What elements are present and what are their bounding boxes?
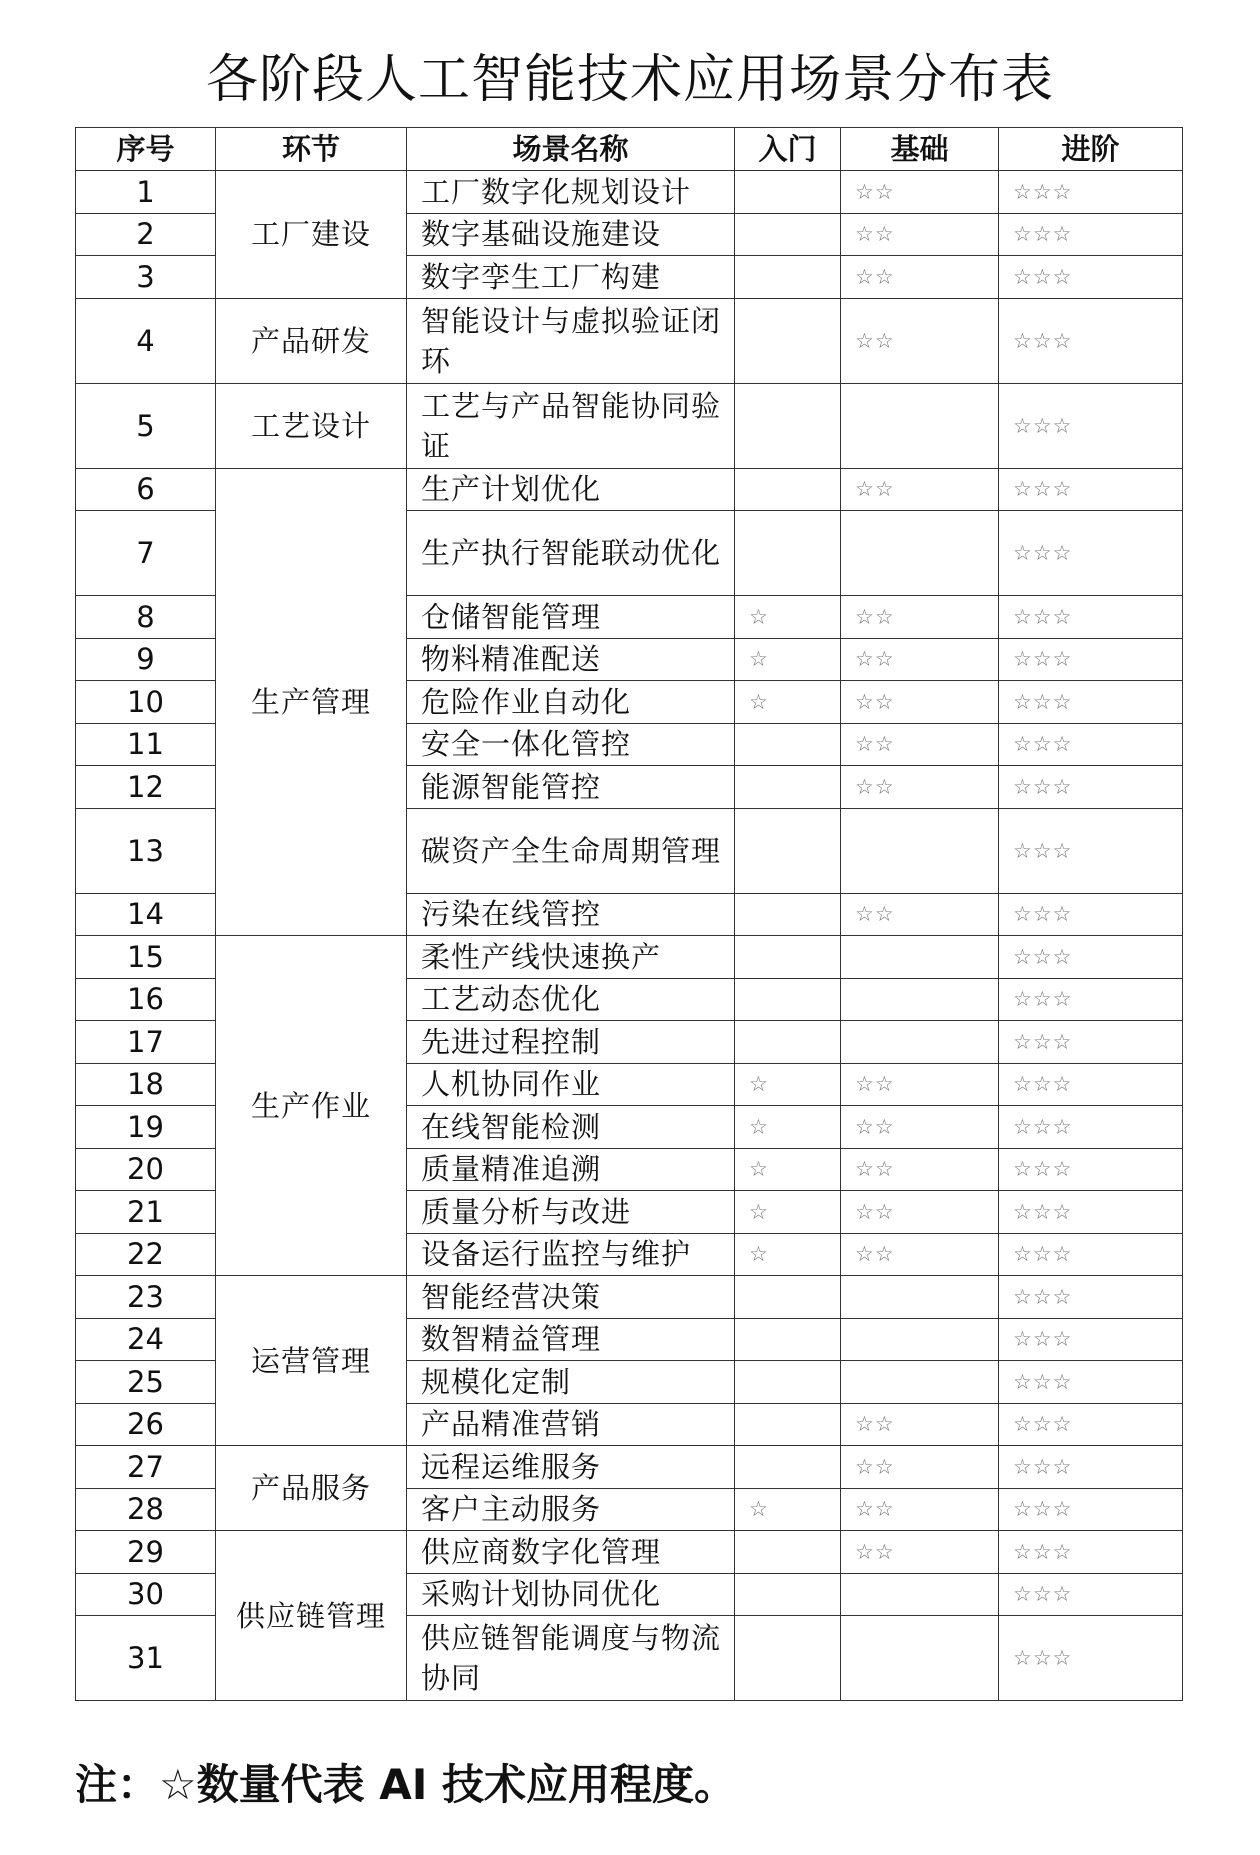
entry-stars-cell [735, 1021, 841, 1064]
row-index-cell: 18 [76, 1063, 216, 1106]
scene-name-cell: 数字孪生工厂构建 [407, 256, 735, 299]
table-header-row [76, 128, 1183, 171]
advanced-stars-cell: ☆☆☆ [999, 1488, 1183, 1531]
scene-name-cell: 仓储智能管理 [407, 596, 735, 639]
basic-stars-cell [841, 1361, 999, 1404]
header-entry: 入门 [735, 128, 841, 171]
advanced-stars-cell: ☆☆☆ [999, 638, 1183, 681]
row-index-cell: 24 [76, 1318, 216, 1361]
scene-name-cell: 采购计划协同优化 [407, 1573, 735, 1616]
page-title: 各阶段人工智能技术应用场景分布表 [205, 50, 1054, 110]
scene-name-cell: 客户主动服务 [407, 1488, 735, 1531]
entry-stars-cell [735, 1616, 841, 1701]
stage-cell: 工艺设计 [216, 383, 407, 468]
stage-cell: 供应链管理 [216, 1531, 407, 1701]
basic-stars-cell [841, 1318, 999, 1361]
stage-cell: 生产管理 [216, 468, 407, 936]
basic-stars-cell: ☆☆ [841, 256, 999, 299]
header-advanced: 进阶 [999, 128, 1183, 171]
scene-name-cell: 智能设计与虚拟验证闭环 [407, 298, 735, 383]
row-index-cell: 26 [76, 1403, 216, 1446]
basic-stars-cell: ☆☆ [841, 638, 999, 681]
row-index-cell: 11 [76, 723, 216, 766]
scene-name-cell: 工艺动态优化 [407, 978, 735, 1021]
row-index-cell: 27 [76, 1446, 216, 1489]
header-index: 序号 [76, 128, 216, 171]
basic-stars-cell: ☆☆ [841, 213, 999, 256]
row-index-cell: 29 [76, 1531, 216, 1574]
stage-cell: 工厂建设 [216, 171, 407, 299]
entry-stars-cell: ☆ [735, 1063, 841, 1106]
entry-stars-cell [735, 1531, 841, 1574]
basic-stars-cell [841, 1021, 999, 1064]
basic-stars-cell: ☆☆ [841, 1233, 999, 1276]
scene-name-cell: 先进过程控制 [407, 1021, 735, 1064]
row-index-cell: 6 [76, 468, 216, 511]
advanced-stars-cell: ☆☆☆ [999, 213, 1183, 256]
basic-stars-cell: ☆☆ [841, 1106, 999, 1149]
basic-stars-cell [841, 978, 999, 1021]
row-index-cell: 8 [76, 596, 216, 639]
scene-name-cell: 生产执行智能联动优化 [407, 511, 735, 596]
basic-stars-cell: ☆☆ [841, 1063, 999, 1106]
advanced-stars-cell: ☆☆☆ [999, 1021, 1183, 1064]
advanced-stars-cell: ☆☆☆ [999, 936, 1183, 979]
table-row [76, 298, 1183, 383]
basic-stars-cell: ☆☆ [841, 1446, 999, 1489]
advanced-stars-cell: ☆☆☆ [999, 1573, 1183, 1616]
advanced-stars-cell: ☆☆☆ [999, 468, 1183, 511]
entry-stars-cell [735, 1318, 841, 1361]
row-index-cell: 22 [76, 1233, 216, 1276]
stage-cell: 生产作业 [216, 936, 407, 1276]
row-index-cell: 10 [76, 681, 216, 724]
entry-stars-cell [735, 766, 841, 809]
row-index-cell: 5 [76, 383, 216, 468]
entry-stars-cell [735, 936, 841, 979]
row-index-cell: 7 [76, 511, 216, 596]
entry-stars-cell [735, 256, 841, 299]
stage-cell: 运营管理 [216, 1276, 407, 1446]
advanced-stars-cell: ☆☆☆ [999, 1276, 1183, 1319]
entry-stars-cell [735, 1276, 841, 1319]
table-row [76, 383, 1183, 468]
row-index-cell: 13 [76, 808, 216, 893]
scene-name-cell: 安全一体化管控 [407, 723, 735, 766]
advanced-stars-cell: ☆☆☆ [999, 511, 1183, 596]
entry-stars-cell [735, 468, 841, 511]
entry-stars-cell [735, 171, 841, 214]
entry-stars-cell [735, 1403, 841, 1446]
basic-stars-cell: ☆☆ [841, 468, 999, 511]
basic-stars-cell: ☆☆ [841, 298, 999, 383]
row-index-cell: 31 [76, 1616, 216, 1701]
advanced-stars-cell: ☆☆☆ [999, 1403, 1183, 1446]
row-index-cell: 15 [76, 936, 216, 979]
scene-name-cell: 智能经营决策 [407, 1276, 735, 1319]
entry-stars-cell [735, 511, 841, 596]
advanced-stars-cell: ☆☆☆ [999, 978, 1183, 1021]
entry-stars-cell: ☆ [735, 1106, 841, 1149]
advanced-stars-cell: ☆☆☆ [999, 256, 1183, 299]
table-row [76, 1531, 1183, 1574]
basic-stars-cell [841, 1276, 999, 1319]
entry-stars-cell [735, 978, 841, 1021]
basic-stars-cell [841, 1573, 999, 1616]
basic-stars-cell [841, 808, 999, 893]
scene-name-cell: 质量分析与改进 [407, 1191, 735, 1234]
advanced-stars-cell: ☆☆☆ [999, 298, 1183, 383]
row-index-cell: 30 [76, 1573, 216, 1616]
basic-stars-cell: ☆☆ [841, 1488, 999, 1531]
advanced-stars-cell: ☆☆☆ [999, 766, 1183, 809]
basic-stars-cell: ☆☆ [841, 171, 999, 214]
basic-stars-cell: ☆☆ [841, 681, 999, 724]
row-index-cell: 17 [76, 1021, 216, 1064]
footnote: 注：☆数量代表 AI 技术应用程度。 [75, 1760, 737, 1809]
entry-stars-cell: ☆ [735, 638, 841, 681]
advanced-stars-cell: ☆☆☆ [999, 1446, 1183, 1489]
basic-stars-cell: ☆☆ [841, 1403, 999, 1446]
advanced-stars-cell: ☆☆☆ [999, 1531, 1183, 1574]
row-index-cell: 4 [76, 298, 216, 383]
scene-name-cell: 人机协同作业 [407, 1063, 735, 1106]
basic-stars-cell [841, 383, 999, 468]
advanced-stars-cell: ☆☆☆ [999, 1233, 1183, 1276]
basic-stars-cell [841, 936, 999, 979]
scene-name-cell: 物料精准配送 [407, 638, 735, 681]
table-row [76, 1446, 1183, 1489]
entry-stars-cell [735, 893, 841, 936]
basic-stars-cell: ☆☆ [841, 1191, 999, 1234]
scene-name-cell: 产品精准营销 [407, 1403, 735, 1446]
entry-stars-cell: ☆ [735, 596, 841, 639]
row-index-cell: 16 [76, 978, 216, 1021]
row-index-cell: 19 [76, 1106, 216, 1149]
advanced-stars-cell: ☆☆☆ [999, 723, 1183, 766]
table-row [76, 171, 1183, 214]
scene-name-cell: 数字基础设施建设 [407, 213, 735, 256]
scene-name-cell: 供应链智能调度与物流协同 [407, 1616, 735, 1701]
header-scene: 场景名称 [407, 128, 735, 171]
row-index-cell: 3 [76, 256, 216, 299]
table-row [76, 936, 1183, 979]
basic-stars-cell [841, 1616, 999, 1701]
entry-stars-cell [735, 213, 841, 256]
entry-stars-cell [735, 1361, 841, 1404]
entry-stars-cell [735, 723, 841, 766]
entry-stars-cell [735, 383, 841, 468]
basic-stars-cell: ☆☆ [841, 1531, 999, 1574]
entry-stars-cell [735, 1573, 841, 1616]
advanced-stars-cell: ☆☆☆ [999, 1148, 1183, 1191]
row-index-cell: 23 [76, 1276, 216, 1319]
entry-stars-cell [735, 1446, 841, 1489]
row-index-cell: 25 [76, 1361, 216, 1404]
row-index-cell: 28 [76, 1488, 216, 1531]
entry-stars-cell: ☆ [735, 1191, 841, 1234]
basic-stars-cell: ☆☆ [841, 893, 999, 936]
row-index-cell: 14 [76, 893, 216, 936]
basic-stars-cell [841, 511, 999, 596]
scene-name-cell: 生产计划优化 [407, 468, 735, 511]
advanced-stars-cell: ☆☆☆ [999, 383, 1183, 468]
row-index-cell: 2 [76, 213, 216, 256]
table-row [76, 1276, 1183, 1319]
scenario-table [75, 127, 1183, 1701]
scene-name-cell: 危险作业自动化 [407, 681, 735, 724]
advanced-stars-cell: ☆☆☆ [999, 808, 1183, 893]
entry-stars-cell [735, 808, 841, 893]
row-index-cell: 21 [76, 1191, 216, 1234]
advanced-stars-cell: ☆☆☆ [999, 1318, 1183, 1361]
entry-stars-cell: ☆ [735, 1233, 841, 1276]
scene-name-cell: 在线智能检测 [407, 1106, 735, 1149]
row-index-cell: 20 [76, 1148, 216, 1191]
scene-name-cell: 柔性产线快速换产 [407, 936, 735, 979]
advanced-stars-cell: ☆☆☆ [999, 681, 1183, 724]
stage-cell: 产品研发 [216, 298, 407, 383]
entry-stars-cell: ☆ [735, 1488, 841, 1531]
basic-stars-cell: ☆☆ [841, 596, 999, 639]
row-index-cell: 12 [76, 766, 216, 809]
scene-name-cell: 工艺与产品智能协同验证 [407, 383, 735, 468]
table-row [76, 468, 1183, 511]
entry-stars-cell: ☆ [735, 681, 841, 724]
scene-name-cell: 碳资产全生命周期管理 [407, 808, 735, 893]
scene-name-cell: 供应商数字化管理 [407, 1531, 735, 1574]
scene-name-cell: 工厂数字化规划设计 [407, 171, 735, 214]
advanced-stars-cell: ☆☆☆ [999, 1191, 1183, 1234]
scene-name-cell: 质量精准追溯 [407, 1148, 735, 1191]
scene-name-cell: 能源智能管控 [407, 766, 735, 809]
basic-stars-cell: ☆☆ [841, 1148, 999, 1191]
scene-name-cell: 设备运行监控与维护 [407, 1233, 735, 1276]
basic-stars-cell: ☆☆ [841, 723, 999, 766]
entry-stars-cell: ☆ [735, 1148, 841, 1191]
basic-stars-cell: ☆☆ [841, 766, 999, 809]
advanced-stars-cell: ☆☆☆ [999, 1106, 1183, 1149]
scene-name-cell: 规模化定制 [407, 1361, 735, 1404]
row-index-cell: 9 [76, 638, 216, 681]
advanced-stars-cell: ☆☆☆ [999, 893, 1183, 936]
entry-stars-cell [735, 298, 841, 383]
scene-name-cell: 污染在线管控 [407, 893, 735, 936]
scene-name-cell: 数智精益管理 [407, 1318, 735, 1361]
row-index-cell: 1 [76, 171, 216, 214]
advanced-stars-cell: ☆☆☆ [999, 171, 1183, 214]
advanced-stars-cell: ☆☆☆ [999, 1361, 1183, 1404]
table-body [76, 171, 1183, 1701]
advanced-stars-cell: ☆☆☆ [999, 1063, 1183, 1106]
header-stage: 环节 [216, 128, 407, 171]
advanced-stars-cell: ☆☆☆ [999, 1616, 1183, 1701]
scene-name-cell: 远程运维服务 [407, 1446, 735, 1489]
header-basic: 基础 [841, 128, 999, 171]
stage-cell: 产品服务 [216, 1446, 407, 1531]
advanced-stars-cell: ☆☆☆ [999, 596, 1183, 639]
